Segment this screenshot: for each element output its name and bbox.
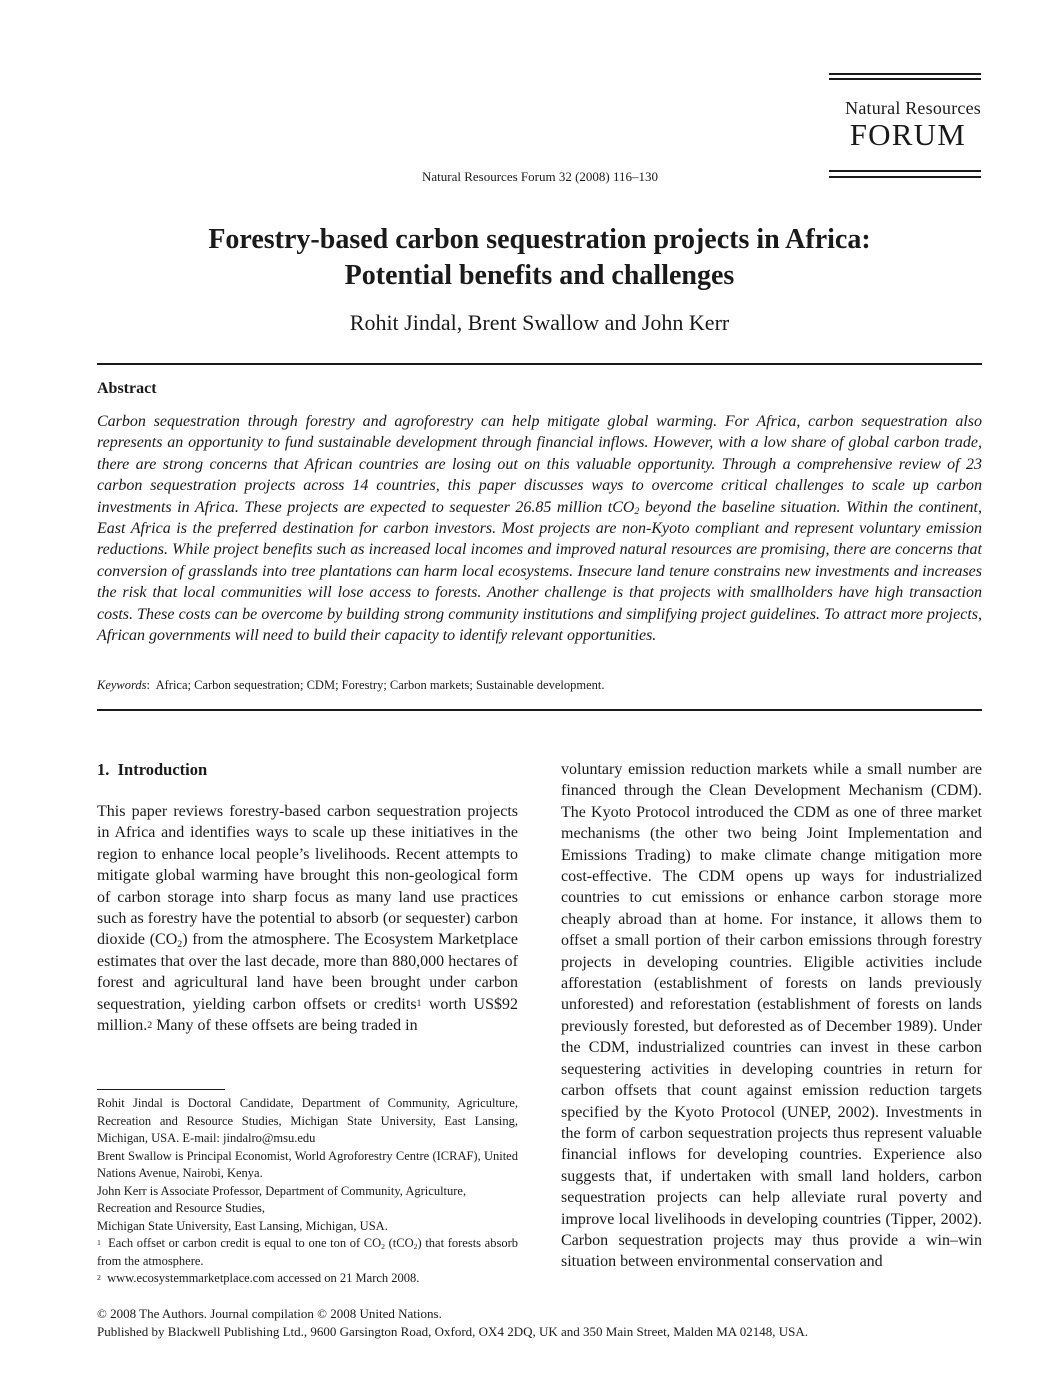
affiliation-kerr-2: Michigan State University, East Lansing, Michigan, USA.	[97, 1218, 388, 1233]
intro-subscript: 2	[177, 938, 183, 950]
footnote-1-text-c: ) that forests absorb from the atmosphere.	[97, 1236, 518, 1268]
logo-top-rule-1	[829, 73, 981, 75]
intro-text-3: worth US$92 million.	[97, 995, 519, 1035]
abstract-part-2: beyond the baseline situation. Within the continent, East Africa is the preferred destination for carbon investors. Most projects are non-Kyoto compliant and represent voluntary emission reductions. While project benefits such as increased local incomes and improved natural resources are promising, there are concerns that conversion of grasslands into tree plantations can harm local ecosystems. Insecure land tenure constrains new investments and increases the risk that local communities will lose access to forests. Another challenge is that projects with smallholders have high transaction costs. These costs can be overcome by building strong community institutions and simplifying project guidelines. To attract more projects, African governments will need to build their capacity to identify relevant opportunities.	[97, 498, 982, 645]
abstract-bottom-rule	[97, 709, 982, 711]
footnote-1	[97, 1235, 518, 1270]
logo-top-rule-2	[829, 78, 981, 80]
intro-text-2: ) from the atmosphere. The Ecosystem Marketplace estimates that over the last decade, more than 880,000 hectares of forest and agricultural land have been brought under carbon sequestration, yielding carbon offsets or credits	[97, 931, 518, 1013]
footnote-1-mark: 1	[97, 1238, 101, 1248]
journal-logo-wordmark: FORUM	[849, 117, 966, 152]
keywords-separator: :	[146, 678, 156, 692]
footnote-2	[97, 1270, 518, 1288]
footnote-2-text: www.ecosystemmarketplace.com accessed on 21 March 2008.	[100, 1271, 420, 1285]
intro-right-column: voluntary emission reduction markets while a small number are financed through the Clean Development Mechanism (CDM). The Kyoto Protocol introduced the CDM as one of three market mechanisms (the other two being Joint Implementation and Emissions Trading) to make climate change mitigation more cost-effective. The CDM opens up ways for industrialized countries to cut emissions or enhance carbon storage more cheaply abroad than at home. For instance, it allows them to offset a small portion of their carbon emissions through forestry projects in developing countries. Eligible activities include afforestation (establishment of forests on lands previously unforested) and reforestation (establishment of forests on lands previously forested, but deforested as of December 1989). Under the CDM, industrialized countries can invest in these carbon sequestering activities in developing countries in return for carbon offsets that count against emission reduction targets specified by the Kyoto Protocol (UNEP, 2002). Investments in the form of carbon sequestration projects thus represent valuable financial inflows for developing countries. Experience also suggests that, if undertaken with small land holders, carbon sequestration projects can help alleviate rural poverty and improve local livelihoods in developing countries (Tipper, 2002). Carbon sequestration projects may thus provide a win–win situation between environmental conservation and	[561, 761, 982, 1271]
keywords-text: Africa; Carbon sequestration; CDM; Forestry; Carbon markets; Sustainable development.	[155, 678, 605, 692]
abstract-part-1: Carbon sequestration through forestry and agroforestry can help mitigate global warming. For Africa, carbon sequestration also represents an opportunity to fund sustainable development through financial inflows. However, with a low share of global carbon trade, there are strong concerns that African countries are losing out on this valuable opportunity. Through a comprehensive review of 23 carbon sequestration projects across 14 countries, this paper discusses ways to overcome critical challenges to scale up carbon investments in Africa. These projects are expected to sequester 26.85 million tCO	[97, 413, 982, 516]
journal-citation: Natural Resources Forum 32 (2008) 116–130	[421, 169, 658, 184]
journal-logo-name: Natural Resources	[845, 98, 981, 118]
abstract-subscript: 2	[634, 506, 640, 518]
footnote-1-text-a: Each offset or carbon credit is equal to one ton of CO	[100, 1236, 382, 1250]
copyright-notice: © 2008 The Authors. Journal compilation © 2008 United Nations.	[97, 1306, 442, 1321]
footnote-1-sub-1: 2	[381, 1241, 386, 1251]
footnote-ref-1: 1	[416, 998, 422, 1010]
affiliation-kerr-1: John Kerr is Associate Professor, Department of Community, Agriculture, Recreation and Resource Studies,	[97, 1183, 467, 1215]
author-list: Rohit Jindal, Brent Swallow and John Kerr	[349, 310, 730, 335]
footnote-1-text-b: (tCO	[385, 1236, 414, 1250]
paper-title	[97, 222, 982, 294]
intro-text-1: This paper reviews forestry-based carbon sequestration projects in Africa and identifies ways to scale up these initiatives in the region to enhance local people’s livelihoods. Recent attempts to mitigate global warming have brought this non-geological form of carbon storage into sharp focus as many land use practices such as forestry have the potential to absorb (or sequester) carbon dioxide (CO	[97, 803, 518, 949]
footnote-ref-2: 2	[147, 1019, 153, 1031]
footnotes	[97, 1095, 518, 1288]
section-heading-introduction: 1. Introduction	[97, 760, 208, 779]
abstract-heading: Abstract	[97, 380, 157, 397]
intro-text-4: Many of these offsets are being traded in	[152, 1017, 418, 1035]
intro-left-column	[97, 801, 518, 1036]
title-line-1: Forestry-based carbon sequestration projects in Africa:	[208, 224, 871, 255]
keywords-label: Keywords	[97, 678, 147, 692]
abstract-top-rule	[97, 363, 982, 365]
affiliation-jindal: Rohit Jindal is Doctoral Candidate, Department of Community, Agriculture, Recreation and Resource Studies, Michigan State University, East Lansing, Michigan, USA. E-mail: jindalro@msu.edu	[97, 1096, 518, 1145]
title-line-2: Potential benefits and challenges	[344, 260, 735, 291]
keywords	[97, 678, 982, 693]
footnote-1-sub-2: 2	[413, 1241, 418, 1251]
footnote-2-mark: 2	[97, 1273, 101, 1283]
publisher-notice: Published by Blackwell Publishing Ltd., 9600 Garsington Road, Oxford, OX4 2DQ, UK and 350 Main Street, Malden MA 02148, USA.	[97, 1324, 808, 1339]
affiliation-swallow: Brent Swallow is Principal Economist, World Agroforestry Centre (ICRAF), United Nations Avenue, Nairobi, Kenya.	[97, 1148, 518, 1180]
abstract-text	[97, 411, 982, 646]
footnote-rule	[97, 1089, 225, 1090]
